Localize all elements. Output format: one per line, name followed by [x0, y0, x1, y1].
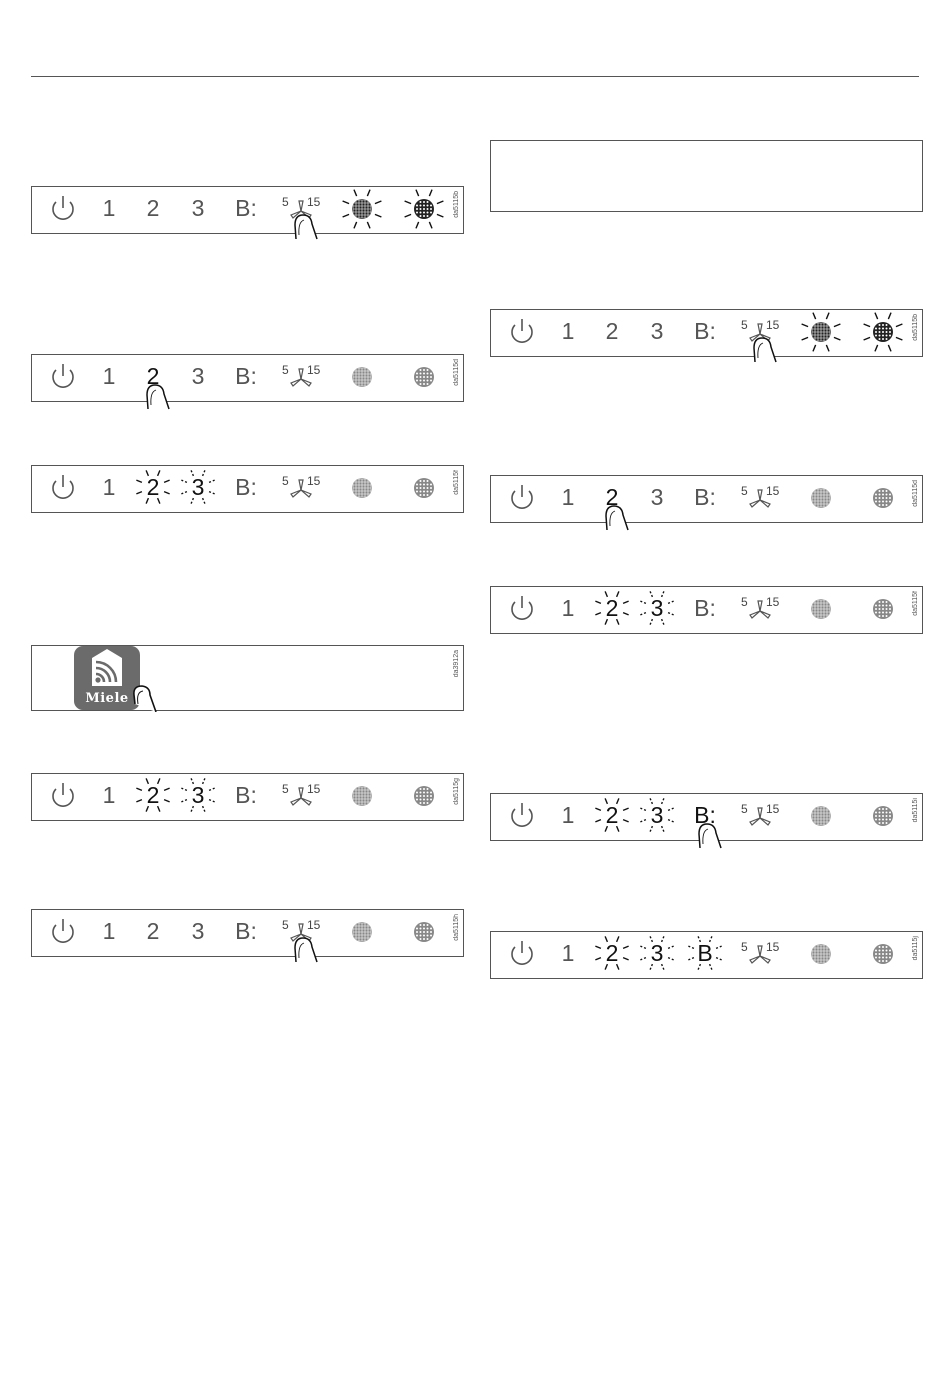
- finger-pointer-icon: [295, 215, 317, 239]
- timer-15-label: 15: [307, 474, 321, 488]
- timer-5-label: 5: [282, 363, 289, 377]
- figure-code: da5115d: [912, 480, 919, 507]
- light-icon[interactable]: [352, 922, 372, 942]
- level-1-button[interactable]: 1: [561, 318, 575, 344]
- level-1-button[interactable]: 1: [102, 918, 116, 944]
- finger-pointer-icon: [295, 938, 317, 962]
- ambient-light-icon[interactable]: [873, 806, 893, 826]
- control-panel-2: [31, 354, 464, 402]
- timer-15-label: 15: [766, 318, 780, 332]
- level-3-button[interactable]: 3: [650, 318, 664, 344]
- figure-code: da5115j: [912, 936, 919, 961]
- figure-code: da5115b: [453, 191, 460, 218]
- timer-5-label: 5: [741, 484, 748, 498]
- power-icon[interactable]: [53, 475, 73, 498]
- level-2-button[interactable]: 2: [146, 363, 160, 389]
- timer-15-label: 15: [766, 595, 780, 609]
- timer-5-label: 5: [282, 782, 289, 796]
- control-panel-7: [490, 475, 923, 523]
- timer-15-label: 15: [307, 195, 321, 209]
- timer-15-label: 15: [766, 802, 780, 816]
- light-icon[interactable]: [352, 367, 372, 387]
- control-panel-4: [31, 773, 464, 821]
- level-2-button[interactable]: 2: [146, 474, 160, 500]
- power-icon[interactable]: [512, 941, 532, 964]
- level-2-button[interactable]: 2: [605, 595, 619, 621]
- timer-5-label: 5: [741, 595, 748, 609]
- power-icon[interactable]: [53, 919, 73, 942]
- note-box: [490, 140, 923, 212]
- ambient-light-icon[interactable]: [414, 367, 434, 387]
- booster-button[interactable]: B:: [235, 363, 257, 389]
- booster-button[interactable]: B: [697, 940, 713, 966]
- figure-code: da5115b: [912, 314, 919, 341]
- level-2-button[interactable]: 2: [146, 918, 160, 944]
- power-icon[interactable]: [512, 803, 532, 826]
- power-icon[interactable]: [53, 196, 73, 219]
- booster-button[interactable]: B:: [694, 484, 716, 510]
- level-2-button[interactable]: 2: [605, 802, 619, 828]
- level-1-button[interactable]: 1: [561, 484, 575, 510]
- ambient-light-icon[interactable]: [873, 944, 893, 964]
- control-panel-6: [490, 309, 923, 357]
- figure-code: da5115f: [453, 470, 460, 495]
- figure-code: da5115d: [453, 359, 460, 386]
- light-icon[interactable]: [352, 786, 372, 806]
- light-icon[interactable]: [352, 478, 372, 498]
- level-2-button[interactable]: 2: [605, 484, 619, 510]
- level-3-button[interactable]: 3: [650, 802, 664, 828]
- ambient-light-icon[interactable]: [873, 488, 893, 508]
- level-3-button[interactable]: 3: [650, 940, 664, 966]
- control-panel-8: [490, 586, 923, 634]
- header-rule: [31, 76, 919, 77]
- ambient-light-icon[interactable]: [873, 322, 893, 342]
- finger-pointer-icon: [32, 646, 465, 712]
- figure-code: da3912a: [453, 650, 460, 678]
- timer-15-label: 15: [307, 363, 321, 377]
- timer-5-label: 5: [741, 940, 748, 954]
- level-2-button[interactable]: 2: [146, 195, 160, 221]
- booster-button[interactable]: B:: [235, 474, 257, 500]
- control-panel-10: [490, 931, 923, 979]
- figure-code: da5115f: [912, 591, 919, 616]
- light-icon[interactable]: [811, 806, 831, 826]
- timer-15-label: 15: [766, 940, 780, 954]
- ambient-light-icon[interactable]: [414, 922, 434, 942]
- level-1-button[interactable]: 1: [561, 940, 575, 966]
- control-panel-3: [31, 465, 464, 513]
- level-3-button[interactable]: 3: [650, 595, 664, 621]
- power-icon[interactable]: [512, 485, 532, 508]
- booster-button[interactable]: B:: [235, 782, 257, 808]
- power-icon[interactable]: [512, 319, 532, 342]
- figure-code: da5115g: [453, 778, 460, 805]
- booster-button[interactable]: B:: [694, 595, 716, 621]
- ambient-light-icon[interactable]: [414, 786, 434, 806]
- light-icon[interactable]: [811, 599, 831, 619]
- timer-15-label: 15: [307, 918, 321, 932]
- power-icon[interactable]: [512, 596, 532, 619]
- light-icon[interactable]: [811, 322, 831, 342]
- ambient-light-icon[interactable]: [873, 599, 893, 619]
- booster-button[interactable]: B:: [694, 318, 716, 344]
- level-3-button[interactable]: 3: [191, 195, 205, 221]
- level-2-button[interactable]: 2: [605, 940, 619, 966]
- level-1-button[interactable]: 1: [102, 363, 116, 389]
- app-brand-label: Miele: [85, 691, 129, 706]
- booster-button[interactable]: B:: [694, 802, 716, 828]
- timer-5-label: 5: [741, 802, 748, 816]
- light-icon[interactable]: [352, 199, 372, 219]
- timer-15-label: 15: [766, 484, 780, 498]
- ambient-light-icon[interactable]: [414, 199, 434, 219]
- ambient-light-icon[interactable]: [414, 478, 434, 498]
- control-panel-9: [490, 793, 923, 841]
- control-panel-1: [31, 186, 464, 234]
- level-3-button[interactable]: 3: [191, 782, 205, 808]
- control-panel-5: [31, 909, 464, 957]
- level-3-button[interactable]: 3: [191, 363, 205, 389]
- finger-pointer-icon: [754, 338, 776, 362]
- booster-button[interactable]: B:: [235, 918, 257, 944]
- level-1-button[interactable]: 1: [561, 802, 575, 828]
- power-icon[interactable]: [53, 364, 73, 387]
- timer-5-label: 5: [282, 918, 289, 932]
- level-2-button[interactable]: 2: [605, 318, 619, 344]
- level-1-button[interactable]: 1: [561, 595, 575, 621]
- level-1-button[interactable]: 1: [102, 782, 116, 808]
- level-1-button[interactable]: 1: [102, 195, 116, 221]
- booster-button[interactable]: B:: [235, 195, 257, 221]
- timer-15-label: 15: [307, 782, 321, 796]
- power-icon[interactable]: [53, 783, 73, 806]
- figure-code: da5115h: [453, 914, 460, 941]
- timer-5-label: 5: [282, 195, 289, 209]
- app-panel: [31, 645, 464, 711]
- level-2-button[interactable]: 2: [146, 782, 160, 808]
- level-3-button[interactable]: 3: [191, 918, 205, 944]
- level-3-button[interactable]: 3: [191, 474, 205, 500]
- figure-code: da5115i: [912, 798, 919, 823]
- light-icon[interactable]: [811, 944, 831, 964]
- level-3-button[interactable]: 3: [650, 484, 664, 510]
- timer-5-label: 5: [282, 474, 289, 488]
- light-icon[interactable]: [811, 488, 831, 508]
- level-1-button[interactable]: 1: [102, 474, 116, 500]
- timer-5-label: 5: [741, 318, 748, 332]
